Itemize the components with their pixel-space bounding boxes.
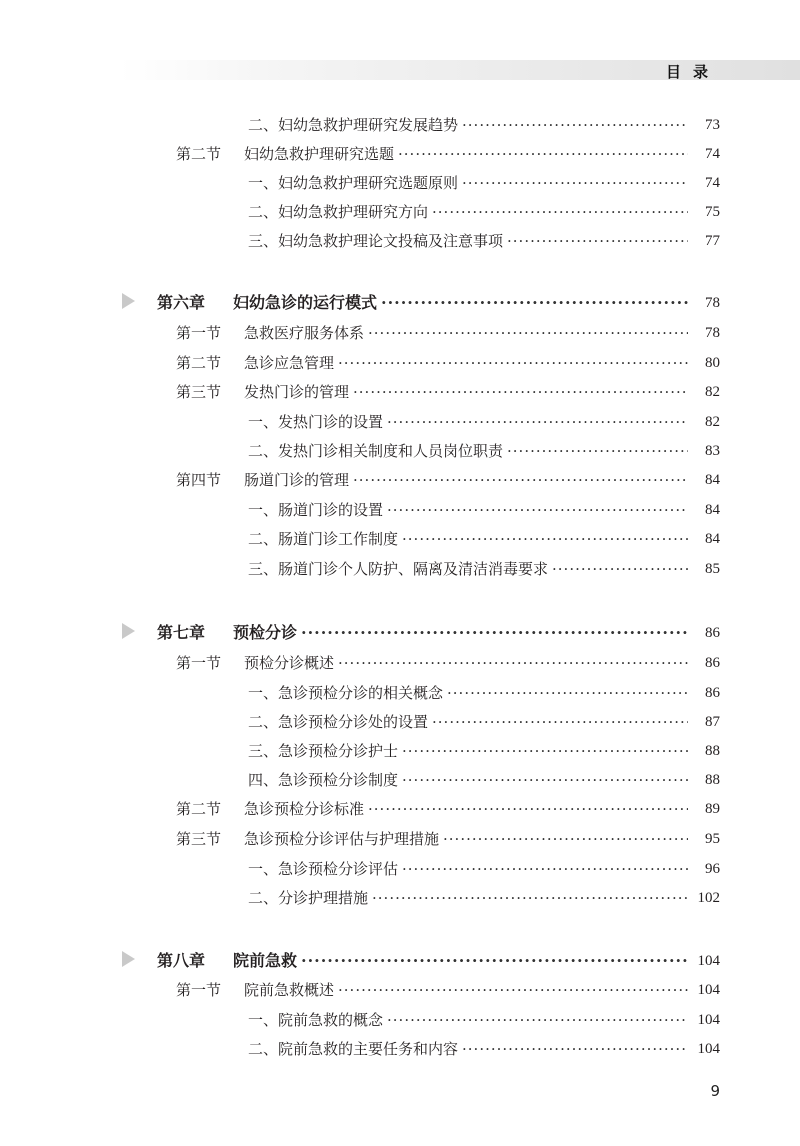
- toc-section-entry[interactable]: [176, 350, 720, 372]
- toc-subsection-entry[interactable]: [248, 738, 720, 760]
- toc-entry-title: 一、急诊预检分诊的相关概念: [248, 684, 444, 702]
- chapter-marker-triangle-icon: [122, 951, 135, 967]
- toc-subsection-entry[interactable]: [248, 556, 720, 578]
- toc-leader-dots: [402, 771, 688, 789]
- toc-page-number: 78: [705, 295, 720, 311]
- toc-page-number: 82: [705, 414, 720, 430]
- toc-entry-title: 急诊预检分诊评估与护理措施: [244, 830, 440, 848]
- toc-page-number: 95: [705, 831, 720, 847]
- toc-entry-number: 第二节: [176, 354, 222, 372]
- toc-entry-title: 一、妇幼急救护理研究选题原则: [248, 174, 459, 192]
- toc-leader-dots: [387, 1011, 688, 1029]
- toc-subsection-entry[interactable]: [248, 199, 720, 221]
- toc-entry-title: 发热门诊的管理: [244, 383, 350, 401]
- toc-page-number: 85: [705, 561, 720, 577]
- toc-entry-number: 第二节: [176, 800, 222, 818]
- toc-entry-title: 一、急诊预检分诊评估: [248, 860, 399, 878]
- toc-page-number: 104: [697, 953, 720, 969]
- toc-page-number: 88: [705, 743, 720, 759]
- toc-entry-label: [248, 713, 428, 731]
- toc-entry-label: [248, 232, 503, 250]
- toc-page-number: 74: [705, 146, 720, 162]
- toc-entry-label: [248, 860, 398, 878]
- toc-subsection-entry[interactable]: [248, 497, 720, 519]
- toc-entry-number: 第一节: [176, 654, 222, 672]
- toc-leader-dots: [462, 174, 688, 192]
- toc-leader-dots: [353, 383, 688, 401]
- toc-entry-title: 预检分诊: [233, 623, 298, 642]
- toc-entry-title: 二、肠道门诊工作制度: [248, 530, 399, 548]
- toc-entry-label: [176, 354, 334, 372]
- toc-subsection-entry[interactable]: [248, 709, 720, 731]
- toc-subsection-entry[interactable]: [248, 112, 720, 134]
- toc-leader-dots: [402, 530, 688, 548]
- toc-entry-title: 急救医疗服务体系: [244, 324, 365, 342]
- toc-entry-title: 一、肠道门诊的设置: [248, 501, 384, 519]
- toc-subsection-entry[interactable]: [248, 526, 720, 548]
- toc-leader-dots: [402, 860, 688, 878]
- toc-entry-number: 第三节: [176, 830, 222, 848]
- toc-leader-dots: [338, 981, 688, 999]
- toc-page-number: 84: [705, 531, 720, 547]
- toc-entry-label: [176, 654, 334, 672]
- toc-page-number: 80: [705, 355, 720, 371]
- toc-page-number: 74: [705, 175, 720, 191]
- toc-entry-title: 二、妇幼急救护理研究发展趋势: [248, 116, 459, 134]
- toc-entry-title: 二、急诊预检分诊处的设置: [248, 713, 429, 731]
- toc-leader-dots: [353, 471, 688, 489]
- toc-entry-number: 第一节: [176, 324, 222, 342]
- toc-entry-label: [157, 294, 377, 312]
- toc-leader-dots: [507, 232, 688, 250]
- toc-entry-label: [176, 324, 364, 342]
- toc-leader-dots: [301, 952, 688, 970]
- toc-chapter-entry[interactable]: [157, 290, 720, 312]
- toc-entry-title: 妇幼急救护理研究选题: [244, 145, 395, 163]
- toc-page-number: 75: [705, 204, 720, 220]
- toc-entry-label: [176, 830, 439, 848]
- toc-subsection-entry[interactable]: [248, 438, 720, 460]
- toc-leader-dots: [462, 116, 688, 134]
- toc-entry-label: [248, 530, 398, 548]
- toc-subsection-entry[interactable]: [248, 767, 720, 789]
- toc-entry-label: [176, 145, 394, 163]
- toc-subsection-entry[interactable]: [248, 1007, 720, 1029]
- toc-entry-title: 急诊预检分诊标准: [244, 800, 365, 818]
- toc-entry-title: 肠道门诊的管理: [244, 471, 350, 489]
- toc-subsection-entry[interactable]: [248, 409, 720, 431]
- toc-entry-label: [248, 203, 428, 221]
- toc-leader-dots: [368, 800, 688, 818]
- toc-leader-dots: [368, 324, 688, 342]
- toc-entry-label: [248, 1011, 383, 1029]
- toc-entry-title: 院前急救: [233, 951, 298, 970]
- toc-page-number: 104: [697, 982, 720, 998]
- toc-entry-title: 一、院前急救的概念: [248, 1011, 384, 1029]
- toc-entry-label: [176, 383, 349, 401]
- toc-page-number: 82: [705, 384, 720, 400]
- toc-entry-title: 一、发热门诊的设置: [248, 413, 384, 431]
- toc-leader-dots: [301, 624, 688, 642]
- toc-entry-label: [248, 1040, 458, 1058]
- toc-leader-dots: [372, 889, 688, 907]
- toc-entry-number: 第六章: [157, 293, 206, 312]
- toc-leader-dots: [338, 654, 688, 672]
- toc-entry-title: 三、急诊预检分诊护士: [248, 742, 399, 760]
- toc-leader-dots: [552, 560, 688, 578]
- toc-entry-number: 第七章: [157, 623, 206, 642]
- toc-leader-dots: [462, 1040, 688, 1058]
- toc-leader-dots: [387, 501, 688, 519]
- toc-section-entry[interactable]: [176, 796, 720, 818]
- toc-section-entry[interactable]: [176, 826, 720, 848]
- toc-entry-number: 第四节: [176, 471, 222, 489]
- toc-entry-label: [157, 952, 297, 970]
- toc-page-number: 102: [697, 890, 720, 906]
- toc-entry-title: 二、发热门诊相关制度和人员岗位职责: [248, 442, 504, 460]
- toc-page-number: 86: [705, 685, 720, 701]
- toc-page-number: 86: [705, 625, 720, 641]
- toc-entry-title: 急诊应急管理: [244, 354, 335, 372]
- toc-page-number: 78: [705, 325, 720, 341]
- toc-page-number: 88: [705, 772, 720, 788]
- toc-leader-dots: [381, 294, 688, 312]
- toc-leader-dots: [338, 354, 688, 372]
- page-header-title: 目录: [665, 63, 720, 81]
- chapter-marker-triangle-icon: [122, 293, 135, 309]
- toc-entry-number: 第一节: [176, 981, 222, 999]
- toc-entry-label: [248, 501, 383, 519]
- toc-subsection-entry[interactable]: [248, 680, 720, 702]
- toc-entry-number: 第三节: [176, 383, 222, 401]
- toc-entry-title: 四、急诊预检分诊制度: [248, 771, 399, 789]
- toc-entry-number: 第八章: [157, 951, 206, 970]
- toc-entry-number: 第二节: [176, 145, 222, 163]
- toc-entry-label: [248, 174, 458, 192]
- toc-entry-title: 三、妇幼急救护理论文投稿及注意事项: [248, 232, 504, 250]
- toc-subsection-entry[interactable]: [248, 170, 720, 192]
- toc-page-number: 104: [697, 1012, 720, 1028]
- toc-subsection-entry[interactable]: [248, 885, 720, 907]
- chapter-marker-triangle-icon: [122, 623, 135, 639]
- toc-entry-title: 二、院前急救的主要任务和内容: [248, 1040, 459, 1058]
- toc-page-number: 86: [705, 655, 720, 671]
- toc-leader-dots: [398, 145, 688, 163]
- toc-section-entry[interactable]: [176, 141, 720, 163]
- toc-page-number: 87: [705, 714, 720, 730]
- toc-subsection-entry[interactable]: [248, 228, 720, 250]
- toc-page-number: 96: [705, 861, 720, 877]
- toc-section-entry[interactable]: [176, 320, 720, 342]
- toc-page-number: 89: [705, 801, 720, 817]
- toc-subsection-entry[interactable]: [248, 856, 720, 878]
- toc-section-entry[interactable]: [176, 650, 720, 672]
- toc-subsection-entry[interactable]: [248, 1036, 720, 1058]
- toc-page-number: 83: [705, 443, 720, 459]
- toc-entry-label: [248, 116, 458, 134]
- toc-leader-dots: [402, 742, 688, 760]
- toc-leader-dots: [432, 203, 688, 221]
- toc-entry-title: 预检分诊概述: [244, 654, 335, 672]
- page-number: 9: [710, 1082, 720, 1100]
- toc-entry-title: 院前急救概述: [244, 981, 335, 999]
- toc-leader-dots: [447, 684, 688, 702]
- toc-entry-label: [248, 684, 443, 702]
- toc-section-entry[interactable]: [176, 379, 720, 401]
- toc-entry-title: 二、分诊护理措施: [248, 889, 369, 907]
- toc-entry-label: [248, 742, 398, 760]
- toc-leader-dots: [443, 830, 688, 848]
- toc-page-number: 84: [705, 502, 720, 518]
- toc-leader-dots: [387, 413, 688, 431]
- toc-page-number: 84: [705, 472, 720, 488]
- toc-chapter-entry[interactable]: [157, 948, 720, 970]
- toc-entry-label: [248, 413, 383, 431]
- toc-page-number: 77: [705, 233, 720, 249]
- toc-section-entry[interactable]: [176, 977, 720, 999]
- toc-chapter-entry[interactable]: [157, 620, 720, 642]
- toc-entry-label: [248, 771, 398, 789]
- toc-entry-title: 妇幼急诊的运行模式: [233, 293, 378, 312]
- toc-entry-label: [176, 981, 334, 999]
- toc-leader-dots: [432, 713, 688, 731]
- toc-entry-label: [248, 442, 503, 460]
- toc-entry-label: [157, 624, 297, 642]
- toc-entry-title: 三、肠道门诊个人防护、隔离及清洁消毒要求: [248, 560, 549, 578]
- toc-section-entry[interactable]: [176, 467, 720, 489]
- toc-entry-label: [176, 471, 349, 489]
- toc-entry-label: [248, 560, 548, 578]
- toc-entry-label: [248, 889, 368, 907]
- toc-entry-title: 二、妇幼急救护理研究方向: [248, 203, 429, 221]
- toc-page-number: 104: [697, 1041, 720, 1057]
- toc-leader-dots: [507, 442, 688, 460]
- toc-entry-label: [176, 800, 364, 818]
- toc-page-number: 73: [705, 117, 720, 133]
